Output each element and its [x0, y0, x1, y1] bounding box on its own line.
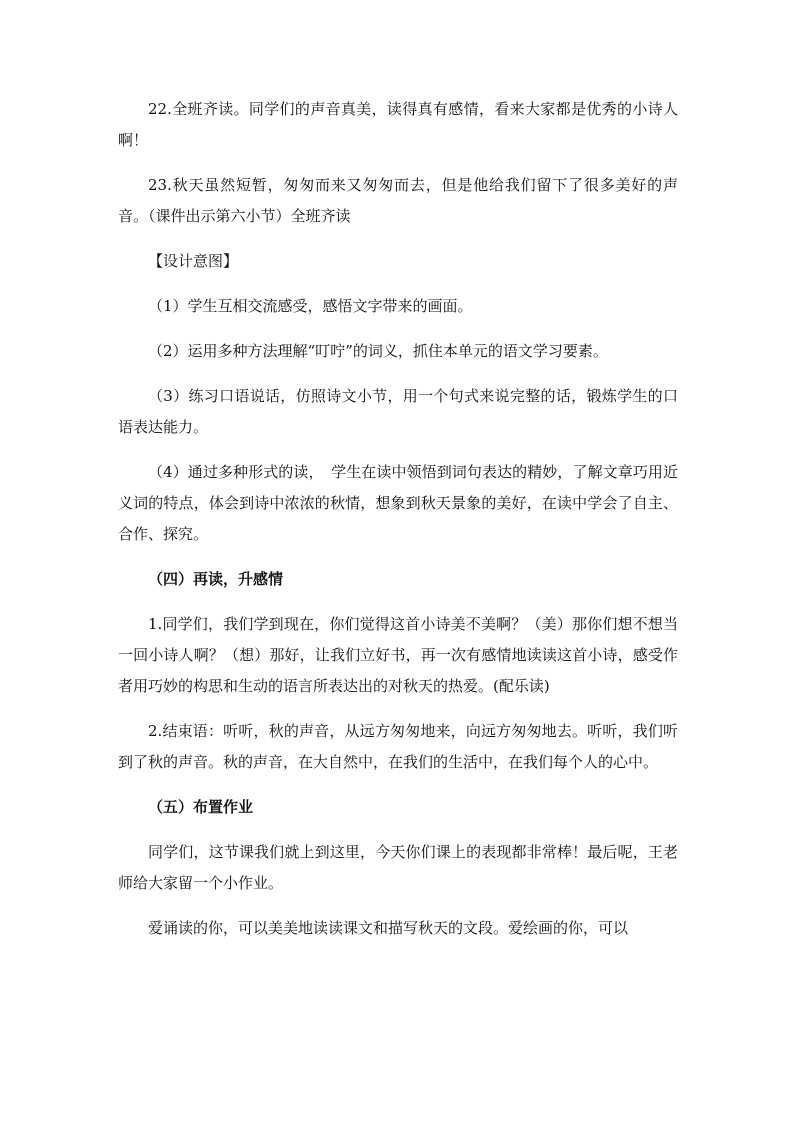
- document-body: [118, 94, 678, 958]
- section-heading-5: （五）布置作业: [148, 798, 254, 816]
- reread-paragraph-2: 2.结束语：听听，秋的声音，从远方匆匆地来，向远方匆匆地去。听听，我们听到了秋的声音。秋的声音，在大自然中，在我们的生活中，在我们每个人的心中。: [118, 722, 678, 771]
- paragraph-23: 23.秋天虽然短暂，匆匆而来又匆匆而去，但是他给我们留下了很多美好的声音。（课件出示第六小节）全班齐读: [118, 176, 678, 225]
- paragraph-22: 22.全班齐读。同学们的声音真美，读得真有感情，看来大家都是优秀的小诗人啊！: [118, 100, 678, 149]
- design-intent-title: 【设计意图】: [148, 252, 239, 270]
- design-point-3: （3）练习口语说话，仿照诗文小节，用一个句式来说完整的话，锻炼学生的口语表达能力。: [118, 387, 678, 436]
- homework-paragraph-2: 爱诵读的你，可以美美地读读课文和描写秋天的文段。爱绘画的你，可以: [148, 919, 629, 937]
- design-point-1: （1）学生互相交流感受，感悟文字带来的画面。: [148, 297, 473, 315]
- reread-paragraph-1: 1.同学们，我们学到现在，你们觉得这首小诗美不美啊？（美）那你们想不想当一回小诗人啊？（想）那好，让我们立好书，再一次有感情地读读这首小诗，感受作者用巧妙的构思和生动的语言所表达出的对秋天的热爱。(配乐读): [118, 615, 678, 695]
- design-point-4: （4）通过多种形式的读， 学生在读中领悟到词句表达的精妙，了解文章巧用近义词的特点，体会到诗中浓浓的秋情，想象到秋天景象的美好，在读中学会了自主、合作、探究。: [118, 463, 678, 543]
- design-point-2: （2）运用多种方法理解“叮咛”的词义，抓住本单元的语文学习要素。: [148, 342, 608, 360]
- homework-paragraph-1: 同学们，这节课我们就上到这里，今天你们课上的表现都非常棒！最后呢，王老师给大家留一个小作业。: [118, 843, 678, 892]
- section-heading-4: （四）再读，升感情: [148, 570, 284, 588]
